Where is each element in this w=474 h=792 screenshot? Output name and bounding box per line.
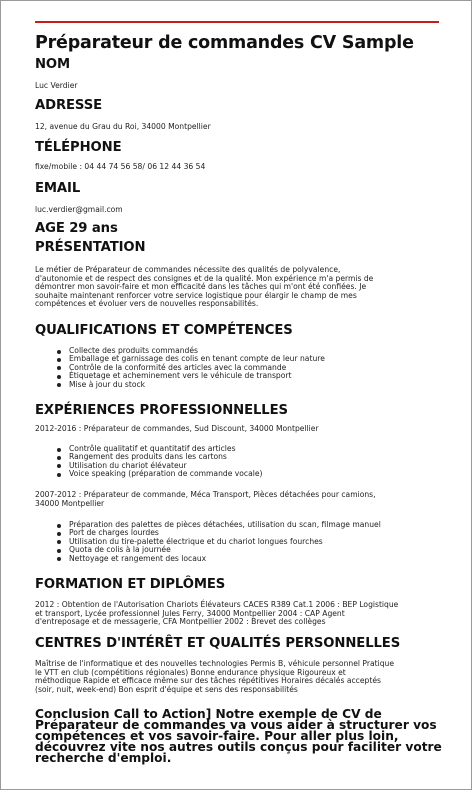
list-item: Contrôle de la conformité des articles avec la commande bbox=[57, 364, 325, 372]
section-heading-presentation: PRÉSENTATION bbox=[35, 240, 146, 255]
list-item: Préparation des palettes de pièces détachées, utilisation du scan, filmage manuel bbox=[57, 521, 381, 529]
email-value: luc.verdier@gmail.com bbox=[35, 205, 123, 214]
presentation-text bbox=[35, 266, 445, 309]
job2-list bbox=[57, 521, 381, 563]
section-heading-interets: CENTRES D'INTÉRÊT ET QUALITÉS PERSONNELLES bbox=[35, 636, 401, 651]
conclusion-line: compétences et vos savoir-faire. Pour aller plus loin, bbox=[35, 729, 399, 743]
formation-text bbox=[35, 601, 445, 627]
presentation-line: démontrer mon savoir-faire et mon efficacité dans les tâches qui m'ont été confiées. Je bbox=[35, 282, 367, 292]
telephone-value: fixe/mobile : 04 44 74 56 58/ 06 12 44 36 54 bbox=[35, 162, 206, 171]
section-heading-nom: NOM bbox=[35, 57, 71, 72]
list-item: Contrôle qualitatif et quantitatif des articles bbox=[57, 445, 263, 453]
list-item: Utilisation du tire-palette électrique et du chariot longues fourches bbox=[57, 538, 381, 546]
presentation-line: souhaite maintenant renforcer votre service logistique pour élargir le champ de mes bbox=[35, 290, 357, 300]
page-title: Préparateur de commandes CV Sample bbox=[35, 33, 414, 53]
job1-line: 2012-2016 : Préparateur de commandes, Sud Discount, 34000 Montpellier bbox=[35, 424, 319, 433]
conclusion-line: découvrez vite nos autres outils conçus pour faciliter votre bbox=[35, 740, 442, 754]
section-heading-adresse: ADRESSE bbox=[35, 98, 103, 113]
list-item: Emballage et garnissage des colis en tenant compte de leur nature bbox=[57, 355, 325, 363]
conclusion-call-to-action bbox=[35, 709, 455, 764]
accent-divider bbox=[35, 21, 439, 23]
list-item: Voice speaking (préparation de commande vocale) bbox=[57, 470, 263, 478]
list-item: Port de charges lourdes bbox=[57, 529, 381, 537]
list-item: Utilisation du chariot élévateur bbox=[57, 462, 263, 470]
job2-line: 34000 Montpellier bbox=[35, 498, 105, 508]
nom-value: Luc Verdier bbox=[35, 81, 78, 90]
list-item: Étiquetage et acheminement vers le véhicule de transport bbox=[57, 372, 325, 380]
formation-line: 2012 : Obtention de l'Autorisation Chariots Élévateurs CACES R389 Cat.1 2006 : BEP Logistique bbox=[35, 600, 399, 609]
list-item: Collecte des produits commandés bbox=[57, 347, 325, 355]
conclusion-line: Conclusion Call to Action] Notre exemple de CV de bbox=[35, 707, 382, 721]
job1-list bbox=[57, 445, 263, 479]
presentation-line: d'autonomie et de respect des consignes et de la qualité. Mon expérience m'a permis de bbox=[35, 273, 374, 283]
conclusion-line: recherche d'emploi. bbox=[35, 751, 172, 765]
formation-line: d'entreposage et de messagerie, CFA Montpellier 2002 : Brevet des collèges bbox=[35, 617, 326, 627]
list-item: Rangement des produits dans les cartons bbox=[57, 453, 263, 461]
section-heading-experiences: EXPÉRIENCES PROFESSIONNELLES bbox=[35, 403, 288, 418]
interets-text bbox=[35, 660, 445, 694]
adresse-value: 12, avenue du Grau du Roi, 34000 Montpellier bbox=[35, 122, 211, 131]
qualifications-list bbox=[57, 347, 325, 389]
job2-text bbox=[35, 491, 445, 508]
formation-line: et transport, Lycée professionnel Jules Ferry, 34000 Montpellier 2004 : CAP Agent bbox=[35, 608, 345, 618]
section-heading-email: EMAIL bbox=[35, 181, 81, 196]
conclusion-line: Préparateur de commandes va vous aider à structurer vos bbox=[35, 718, 437, 732]
section-heading-qualifications: QUALIFICATIONS ET COMPÉTENCES bbox=[35, 323, 293, 338]
section-heading-formation: FORMATION ET DIPLÔMES bbox=[35, 577, 226, 592]
list-item: Nettoyage et rangement des locaux bbox=[57, 555, 381, 563]
interets-line: (soir, nuit, week-end) Bon esprit d'équipe et sens des responsabilités bbox=[35, 684, 298, 694]
presentation-line: compétences et évoluer vers de nouvelles responsabilités. bbox=[35, 299, 259, 309]
interets-line: Maîtrise de l'informatique et des nouvelles technologies Permis B, véhicule personnel Pratique bbox=[35, 659, 395, 668]
presentation-line: Le métier de Préparateur de commandes nécessite des qualités de polyvalence, bbox=[35, 265, 341, 274]
interets-line: le VTT en club (compétitions régionales) Bonne endurance physique Rigoureux et bbox=[35, 667, 346, 677]
section-heading-telephone: TÉLÉPHONE bbox=[35, 140, 122, 155]
age-heading: AGE 29 ans bbox=[35, 221, 118, 236]
list-item: Mise à jour du stock bbox=[57, 381, 325, 389]
job2-line: 2007-2012 : Préparateur de commande, Méca Transport, Pièces détachées pour camions, bbox=[35, 490, 376, 499]
list-item: Quota de colis à la journée bbox=[57, 546, 381, 554]
interets-line: méthodique Rapide et efficace même sur des tâches répétitives Horaires décalés acceptés bbox=[35, 676, 381, 686]
